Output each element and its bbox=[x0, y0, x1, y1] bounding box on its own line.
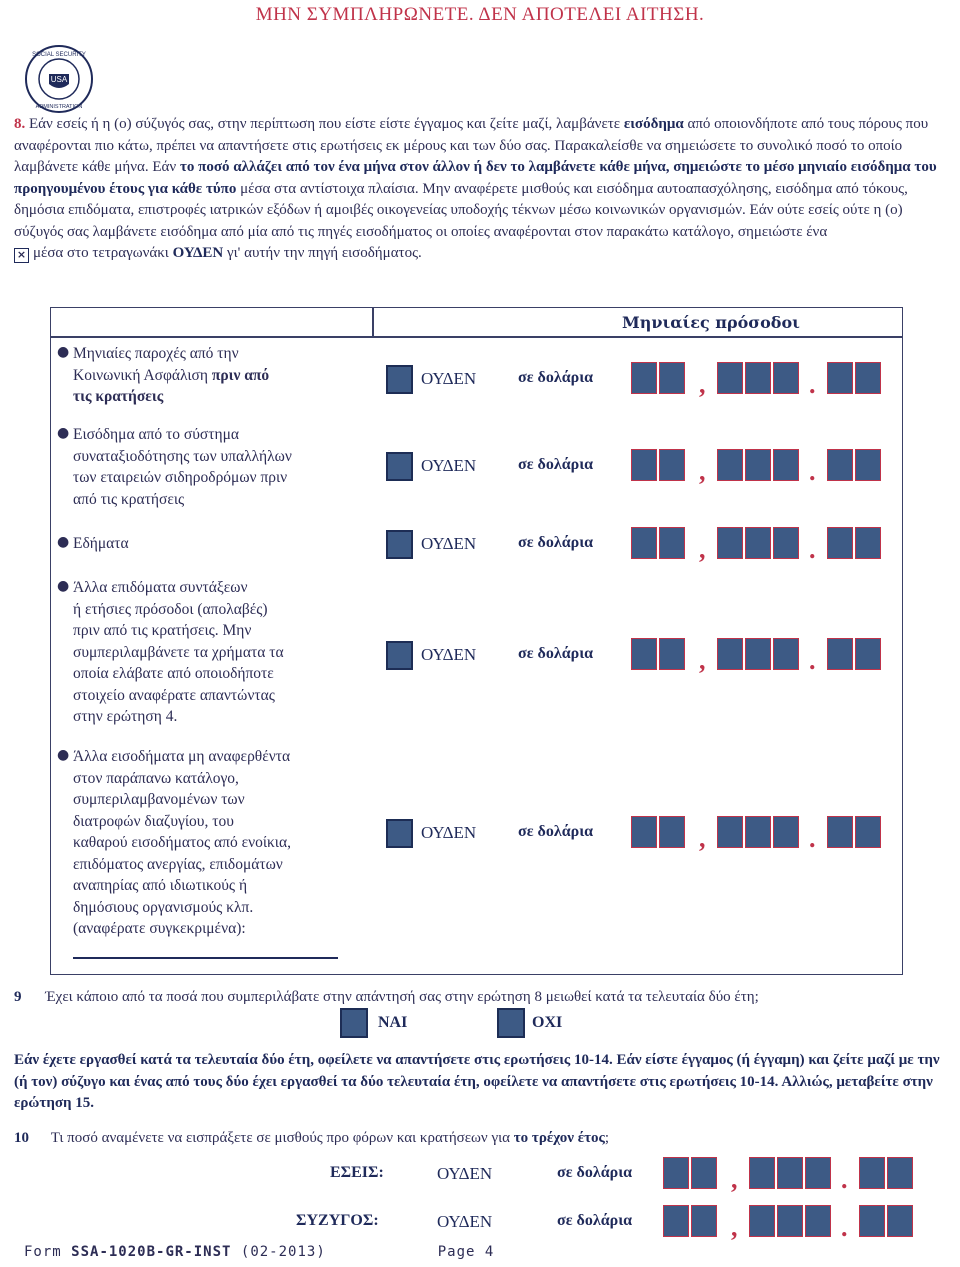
amount-digit-cell[interactable] bbox=[777, 1157, 803, 1189]
dollars-label: σε δολάρια bbox=[518, 645, 594, 662]
svg-text:ADMINISTRATION: ADMINISTRATION bbox=[35, 104, 83, 110]
decimal-separator: . bbox=[809, 535, 816, 564]
none-checkbox[interactable] bbox=[386, 365, 413, 394]
dollars-label: σε δολάρια bbox=[518, 456, 594, 473]
decimal-separator: . bbox=[841, 1213, 848, 1242]
amount-digit-cell[interactable] bbox=[659, 527, 685, 559]
amount-digit-cell[interactable] bbox=[691, 1157, 717, 1189]
amount-cents-cell[interactable] bbox=[855, 816, 881, 848]
instruction-text: Εάν έχετε εργασθεί κατά τα τελευταία δύο έτη, οφείλετε να απαντήσετε στις ερωτήσεις 10-14. Εάν είστε έγγαμος (ή έγγαμη) και ζείτε μαζί με την (ή τον) σύζυγο και ένας από τους δύο έχει εργασθεί τα δύο τελευταία έτη, οφείλετε να απαντήσετε στις ερωτήσεις 10-14. Αλλιώς, μεταβείτε στην ερώτηση 15. bbox=[14, 1052, 940, 1111]
amount-digit-cell[interactable] bbox=[745, 362, 771, 394]
none-label: ΟΥΔΕΝ bbox=[421, 534, 477, 553]
amount-digit-cell[interactable] bbox=[691, 1205, 717, 1237]
amount-digit-cell[interactable] bbox=[745, 449, 771, 481]
question-10: 10 Τι ποσό αναμένετε να εισπράξετε σε μισθούς προ φόρων και κρατήσεων για το τρέχον έτος; bbox=[14, 1130, 610, 1146]
you-label: ΕΣΕΙΣ: bbox=[330, 1164, 384, 1181]
decimal-separator: . bbox=[809, 457, 816, 486]
row-5-label: Άλλα εισοδήματα μη αναφερθέντα στον παράπανω κατάλογο, συμπεριλαμβανομένων των διατροφών διαζυγίου, του καθαρού εισοδήματος από ενοίκια, επιδόματος ανεργίας, επιδομάτων αναπηρίας από ιδιωτικούς ή δημόσιους οργανισμούς κλπ. (αναφέρατε συγκεκριμένα): bbox=[73, 748, 291, 937]
no-checkbox[interactable] bbox=[497, 1008, 525, 1038]
amount-digit-cell[interactable] bbox=[773, 816, 799, 848]
amount-cents-cell[interactable] bbox=[855, 638, 881, 670]
svg-text:USA: USA bbox=[50, 75, 68, 84]
dollars-label: σε δολάρια bbox=[518, 534, 594, 551]
amount-digit-cell[interactable] bbox=[745, 638, 771, 670]
ssa-seal-logo bbox=[24, 44, 94, 114]
table-divider bbox=[372, 307, 374, 337]
question-9: 9 Έχει κάποιο από τα ποσά που συμπεριλάβατε στην απάντησή σας στην ερώτηση 8 μειωθεί κατά τα τελευταία δύο έτη; bbox=[14, 989, 759, 1005]
amount-cents-cell[interactable] bbox=[859, 1205, 885, 1237]
table-divider bbox=[50, 336, 903, 338]
dollars-label: σε δολάρια bbox=[557, 1212, 633, 1229]
thousands-separator: , bbox=[699, 535, 706, 564]
specify-line[interactable] bbox=[73, 957, 338, 959]
none-checkbox[interactable] bbox=[386, 819, 413, 848]
amount-digit-cell[interactable] bbox=[631, 638, 657, 670]
amount-cents-cell[interactable] bbox=[827, 527, 853, 559]
amount-cents-cell[interactable] bbox=[855, 449, 881, 481]
none-label: ΟΥΔΕΝ bbox=[437, 1212, 493, 1231]
amount-digit-cell[interactable] bbox=[631, 449, 657, 481]
amount-cents-cell[interactable] bbox=[855, 362, 881, 394]
decimal-separator: . bbox=[809, 824, 816, 853]
none-label: ΟΥΔΕΝ bbox=[421, 369, 477, 388]
thousands-separator: , bbox=[699, 457, 706, 486]
no-label: ΟΧΙ bbox=[532, 1014, 563, 1031]
amount-digit-cell[interactable] bbox=[659, 449, 685, 481]
amount-cents-cell[interactable] bbox=[827, 362, 853, 394]
amount-digit-cell[interactable] bbox=[773, 362, 799, 394]
amount-cents-cell[interactable] bbox=[887, 1205, 913, 1237]
amount-digit-cell[interactable] bbox=[631, 527, 657, 559]
question-number: 8. bbox=[14, 116, 26, 132]
amount-cents-cell[interactable] bbox=[887, 1157, 913, 1189]
amount-digit-cell[interactable] bbox=[659, 638, 685, 670]
thousands-separator: , bbox=[699, 370, 706, 399]
amount-digit-cell[interactable] bbox=[717, 638, 743, 670]
amount-cents-cell[interactable] bbox=[855, 527, 881, 559]
amount-cents-cell[interactable] bbox=[859, 1157, 885, 1189]
page-banner: ΜΗΝ ΣΥΜΠΛΗΡΩΝΕΤΕ. ΔΕΝ ΑΠΟΤΕΛΕΙ ΑΙΤΗΣΗ. bbox=[255, 4, 705, 25]
amount-digit-cell[interactable] bbox=[805, 1157, 831, 1189]
amount-digit-cell[interactable] bbox=[659, 816, 685, 848]
amount-digit-cell[interactable] bbox=[805, 1205, 831, 1237]
checkbox-example-icon: × bbox=[14, 248, 29, 263]
dollars-label: σε δολάρια bbox=[518, 369, 594, 386]
svg-text:SOCIAL SECURITY: SOCIAL SECURITY bbox=[32, 52, 86, 58]
amount-digit-cell[interactable] bbox=[777, 1205, 803, 1237]
amount-digit-cell[interactable] bbox=[773, 638, 799, 670]
amount-digit-cell[interactable] bbox=[631, 362, 657, 394]
amount-cents-cell[interactable] bbox=[827, 449, 853, 481]
bullet-icon: ● bbox=[57, 344, 70, 360]
yes-checkbox[interactable] bbox=[340, 1008, 368, 1038]
none-label: ΟΥΔΕΝ bbox=[421, 456, 477, 475]
bullet-icon: ● bbox=[57, 747, 70, 763]
amount-digit-cell[interactable] bbox=[717, 362, 743, 394]
amount-digit-cell[interactable] bbox=[663, 1205, 689, 1237]
amount-digit-cell[interactable] bbox=[717, 449, 743, 481]
amount-cents-cell[interactable] bbox=[827, 638, 853, 670]
amount-digit-cell[interactable] bbox=[749, 1157, 775, 1189]
spouse-label: ΣΥΖΥΓΟΣ: bbox=[296, 1212, 379, 1229]
table-header: Μηνιαίες πρόσοδοι bbox=[622, 313, 800, 332]
decimal-separator: . bbox=[809, 646, 816, 675]
none-checkbox[interactable] bbox=[386, 452, 413, 481]
none-label: ΟΥΔΕΝ bbox=[421, 823, 477, 842]
dollars-label: σε δολάρια bbox=[557, 1164, 633, 1181]
decimal-separator: . bbox=[841, 1165, 848, 1194]
none-checkbox[interactable] bbox=[386, 641, 413, 670]
thousands-separator: , bbox=[731, 1165, 738, 1194]
amount-digit-cell[interactable] bbox=[773, 527, 799, 559]
bullet-icon: ● bbox=[57, 534, 70, 550]
amount-digit-cell[interactable] bbox=[745, 527, 771, 559]
amount-digit-cell[interactable] bbox=[745, 816, 771, 848]
none-label: ΟΥΔΕΝ bbox=[437, 1164, 493, 1183]
amount-digit-cell[interactable] bbox=[717, 816, 743, 848]
thousands-separator: , bbox=[699, 824, 706, 853]
amount-digit-cell[interactable] bbox=[659, 362, 685, 394]
thousands-separator: , bbox=[699, 646, 706, 675]
yes-label: ΝΑΙ bbox=[378, 1014, 408, 1031]
amount-digit-cell[interactable] bbox=[631, 816, 657, 848]
bullet-icon: ● bbox=[57, 425, 70, 441]
amount-digit-cell[interactable] bbox=[663, 1157, 689, 1189]
decimal-separator: . bbox=[809, 370, 816, 399]
amount-digit-cell[interactable] bbox=[773, 449, 799, 481]
row-2-label: Εισόδημα από το σύστημα συναταξιοδότησης των υπαλλήλων των εταιρειών σιδηροδρόμων πριν από τις κρατήσεις bbox=[73, 426, 292, 508]
dollars-label: σε δολάρια bbox=[518, 823, 594, 840]
none-label: ΟΥΔΕΝ bbox=[421, 645, 477, 664]
amount-digit-cell[interactable] bbox=[749, 1205, 775, 1237]
bullet-icon: ● bbox=[57, 578, 70, 594]
row-1-label: Μηνιαίες παροχές από την Κοινωνική Ασφάλιση πριν από τις κρατήσεις bbox=[73, 345, 270, 405]
none-checkbox[interactable] bbox=[386, 530, 413, 559]
row-3-label: Εδήματα bbox=[73, 535, 129, 552]
thousands-separator: , bbox=[731, 1213, 738, 1242]
amount-cents-cell[interactable] bbox=[827, 816, 853, 848]
question-8-text: 8. Εάν εσείς ή η (ο) σύζυγός σας, στην περίπτωση που είστε είστε έγγαμος και ζείτε μαζί, λαμβάνετε εισόδημα από οποιονδήποτε από τους πόρους που αναφέρονται πιο κάτω, πρέπει να απαντήσετε στις ερωτήσεις εκ μέρους και των δύο σας. Παρακαλείσθε να σημειώσετε το συνολικό ποσό το οποίο λαμβάνετε κάθε μήνα. Εάν το ποσό αλλάζει από τον ένα μήνα στον άλλον ή δεν το λαμβάνετε κάθε μήνα, σημειώστε το μέσο μηνιαίο εισόδημα του προηγουμένου έτους για κάθε τύπο μέσα στα αντίστοιχα πλαίσια. Μην αναφέρετε μισθούς και εισόδημα αυτοαπασχόλησης, εισόδημα από τόκους, δημόσια επιδόματα, επιστροφές ιατρικών εξόδων ή αμοιβές οικογενείας υποδοχής τέκνων μέσω κοινωνικών οργανισμών. Εάν ούτε εσείς ούτε η (ο) σύζυγός σας λαμβάνετε εισόδημα από μία από τις πηγές εισοδήματος οι οποίες αναφέρονται στον παρακάτω κατάλογο, σημειώστε ένα × μέσα στο τετραγωνάκι ΟΥΔΕΝ γι' αυτήν την πηγή εισοδήματος. bbox=[14, 116, 937, 261]
form-footer: Form SSA-1020B-GR-INST (02-2013) Page 4 bbox=[24, 1244, 495, 1260]
row-4-label: Άλλα επιδόματα συντάξεων ή ετήσιες πρόσοδοι (απολαβές) πριν από τις κρατήσεις. Μην συμπεριλαμβάνετε τα χρήματα τα οποία ελάβατε από οποιοδήποτε στοιχείο αναφέρατε απαντώντας στην ερώτηση 4. bbox=[73, 579, 284, 725]
amount-digit-cell[interactable] bbox=[717, 527, 743, 559]
